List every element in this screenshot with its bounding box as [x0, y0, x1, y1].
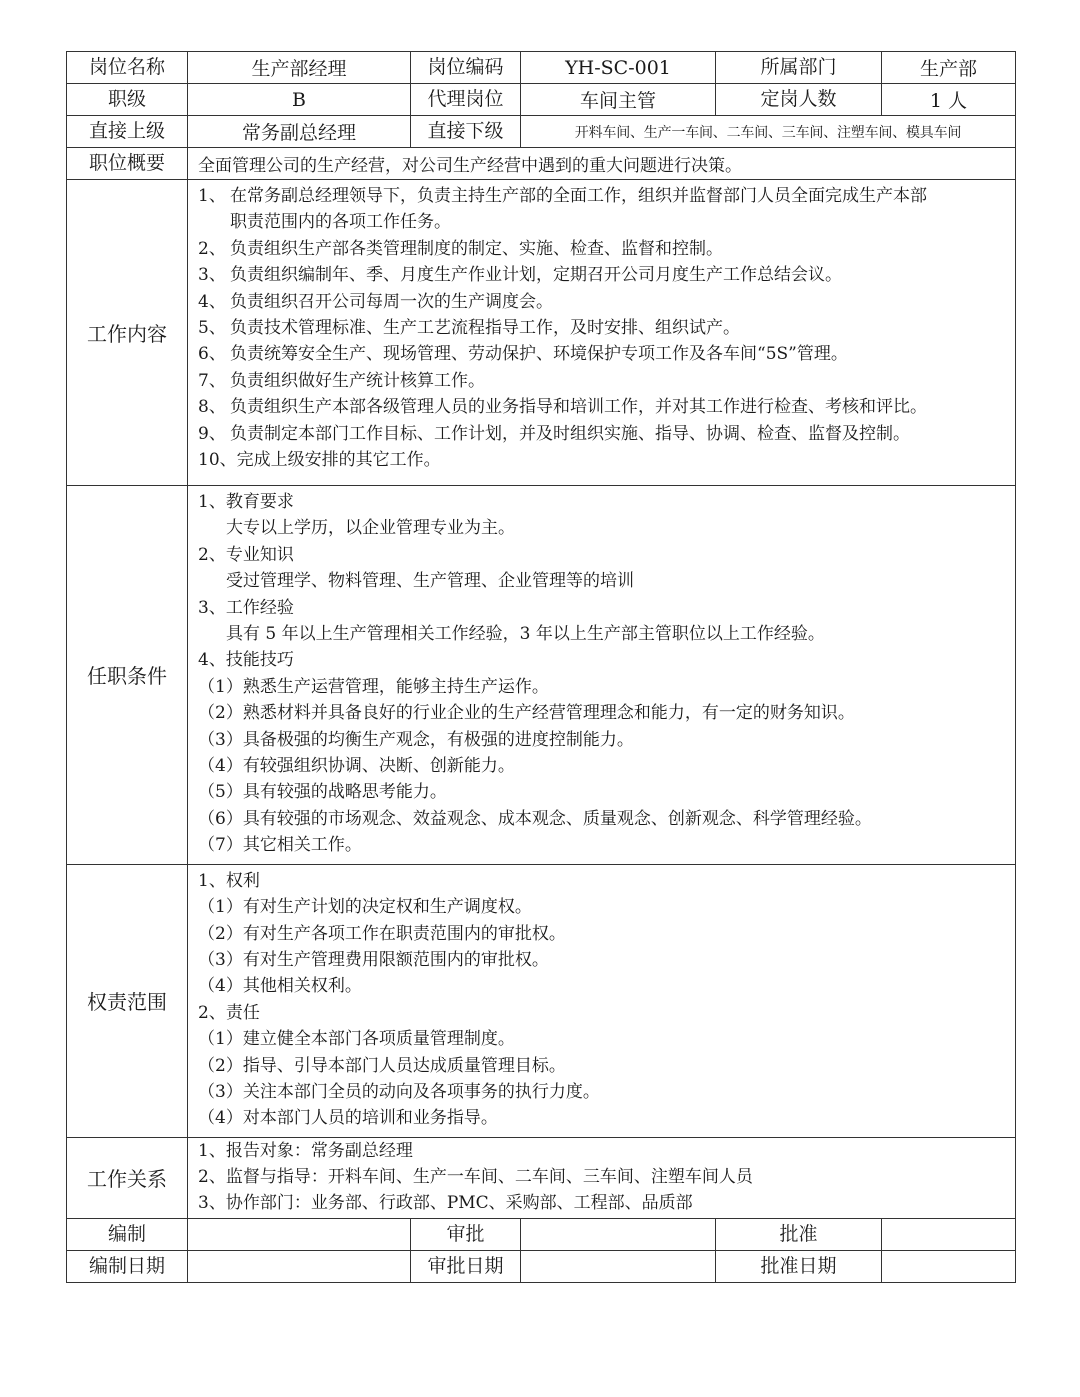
list-item: （2）指导、引导本部门人员达成质量管理目标。: [198, 1055, 566, 1076]
prepared-date-value[interactable]: [188, 1250, 411, 1282]
relations-list: [188, 1137, 1016, 1218]
qualifications-list: [188, 486, 1016, 865]
grade-label: 职级: [67, 84, 188, 116]
authority-list: [188, 864, 1016, 1137]
department-value: 生产部: [882, 52, 1016, 84]
section-text: 具有 5 年以上生产管理相关工作经验，3 年以上生产部主管职位以上工作经验。: [226, 624, 825, 645]
superior-value: 常务副总经理: [188, 116, 411, 148]
position-code-label: 岗位编码: [411, 52, 521, 84]
authority-label: 权责范围: [67, 864, 188, 1137]
section-title: 1、权利: [198, 870, 260, 891]
list-item: （3）关注本部门全员的动向及各项事务的执行力度。: [198, 1081, 600, 1102]
grade-value: B: [188, 84, 411, 116]
section-title: 2、责任: [198, 1002, 260, 1023]
qualifications-label: 任职条件: [67, 486, 188, 865]
list-item: 10、完成上级安排的其它工作。: [198, 450, 441, 471]
list-item: （3）具备极强的均衡生产观念，有极强的进度控制能力。: [198, 729, 634, 750]
list-item: 8、 负责组织生产本部各级管理人员的业务指导和培训工作，并对其工作进行检查、考核和评比。: [198, 397, 927, 418]
list-item-continuation: 职责范围内的各项工作任务。: [230, 212, 451, 233]
list-item: （2）熟悉材料并具备良好的行业企业的生产经营管理理念和能力，有一定的财务知识。: [198, 703, 855, 724]
subordinate-value: 开料车间、生产一车间、二车间、三车间、注塑车间、模具车间: [521, 116, 1016, 148]
section-title: 2、专业知识: [198, 544, 294, 565]
reviewed-date-label: 审批日期: [411, 1250, 521, 1282]
list-item: 4、 负责组织召开公司每周一次的生产调度会。: [198, 291, 553, 312]
section-text: 受过管理学、物料管理、生产管理、企业管理等的培训: [226, 571, 634, 592]
list-item: （1）有对生产计划的决定权和生产调度权。: [198, 897, 532, 918]
superior-label: 直接上级: [67, 116, 188, 148]
header-row-1: [67, 52, 1016, 84]
list-item: （3）有对生产管理费用限额范围内的审批权。: [198, 949, 549, 970]
deputy-value: 车间主管: [521, 84, 716, 116]
section-title: 1、教育要求: [198, 492, 294, 512]
duties-list: [188, 180, 1016, 486]
deputy-label: 代理岗位: [411, 84, 521, 116]
list-item: 2、 负责组织生产部各类管理制度的制定、实施、检查、监督和控制。: [198, 238, 723, 259]
approved-value[interactable]: [882, 1218, 1016, 1250]
reviewed-date-value[interactable]: [521, 1250, 716, 1282]
section-title: 3、工作经验: [198, 597, 294, 618]
summary-label: 职位概要: [67, 148, 188, 180]
list-item: （1）建立健全本部门各项质量管理制度。: [198, 1029, 515, 1050]
prepared-value[interactable]: [188, 1218, 411, 1250]
relations-row: [67, 1137, 1016, 1218]
list-item: （4）有较强组织协调、决断、创新能力。: [198, 756, 515, 777]
list-item: 1、报告对象：常务副总经理: [198, 1140, 413, 1161]
job-description-table: [66, 51, 1016, 1283]
relations-label: 工作关系: [67, 1137, 188, 1218]
list-item: 1、 在常务副总经理领导下，负责主持生产部的全面工作，组织并监督部门人员全面完成生产本部: [198, 186, 927, 206]
footer-row-2: [67, 1250, 1016, 1282]
summary-text: 全面管理公司的生产经营，对公司生产经营中遇到的重大问题进行决策。: [188, 148, 1016, 180]
qualifications-row: [67, 486, 1016, 865]
prepared-date-label: 编制日期: [67, 1250, 188, 1282]
list-item: （4）其他相关权利。: [198, 976, 362, 997]
list-item: （5）具有较强的战略思考能力。: [198, 782, 447, 803]
subordinate-label: 直接下级: [411, 116, 521, 148]
approved-label: 批准: [716, 1218, 882, 1250]
position-code-value: YH-SC-001: [521, 52, 716, 84]
prepared-label: 编制: [67, 1218, 188, 1250]
duties-row: [67, 180, 1016, 486]
authority-row: [67, 864, 1016, 1137]
summary-row: [67, 148, 1016, 180]
reviewed-value[interactable]: [521, 1218, 716, 1250]
list-item: （2）有对生产各项工作在职责范围内的审批权。: [198, 923, 566, 944]
list-item: 3、 负责组织编制年、季、月度生产作业计划，定期召开公司月度生产工作总结会议。: [198, 265, 842, 286]
section-text: 大专以上学历，以企业管理专业为主。: [226, 518, 515, 539]
section-title: 4、技能技巧: [198, 650, 294, 671]
header-row-2: [67, 84, 1016, 116]
header-row-3: [67, 116, 1016, 148]
list-item: 6、 负责统筹安全生产、现场管理、劳动保护、环境保护专项工作及各车间“5S”管理。: [198, 344, 848, 365]
list-item: 9、 负责制定本部门工作目标、工作计划，并及时组织实施、指导、协调、检查、监督及控制。: [198, 423, 910, 444]
list-item: （7）其它相关工作。: [198, 835, 362, 856]
duties-label: 工作内容: [67, 180, 188, 486]
department-label: 所属部门: [716, 52, 882, 84]
list-item: （4）对本部门人员的培训和业务指导。: [198, 1108, 498, 1129]
list-item: 2、监督与指导：开料车间、生产一车间、二车间、三车间、注塑车间人员: [198, 1166, 753, 1187]
approved-date-value[interactable]: [882, 1250, 1016, 1282]
footer-row-1: [67, 1218, 1016, 1250]
headcount-label: 定岗人数: [716, 84, 882, 116]
approved-date-label: 批准日期: [716, 1250, 882, 1282]
list-item: （1）熟悉生产运营管理，能够主持生产运作。: [198, 676, 549, 697]
position-name-label: 岗位名称: [67, 52, 188, 84]
list-item: （6）具有较强的市场观念、效益观念、成本观念、质量观念、创新观念、科学管理经验。: [198, 808, 872, 829]
position-name-value: 生产部经理: [188, 52, 411, 84]
list-item: 5、 负责技术管理标准、生产工艺流程指导工作，及时安排、组织试产。: [198, 318, 740, 339]
list-item: 3、协作部门：业务部、行政部、PMC、采购部、工程部、品质部: [198, 1192, 693, 1213]
reviewed-label: 审批: [411, 1218, 521, 1250]
headcount-value: 1 人: [882, 84, 1016, 116]
list-item: 7、 负责组织做好生产统计核算工作。: [198, 370, 485, 391]
